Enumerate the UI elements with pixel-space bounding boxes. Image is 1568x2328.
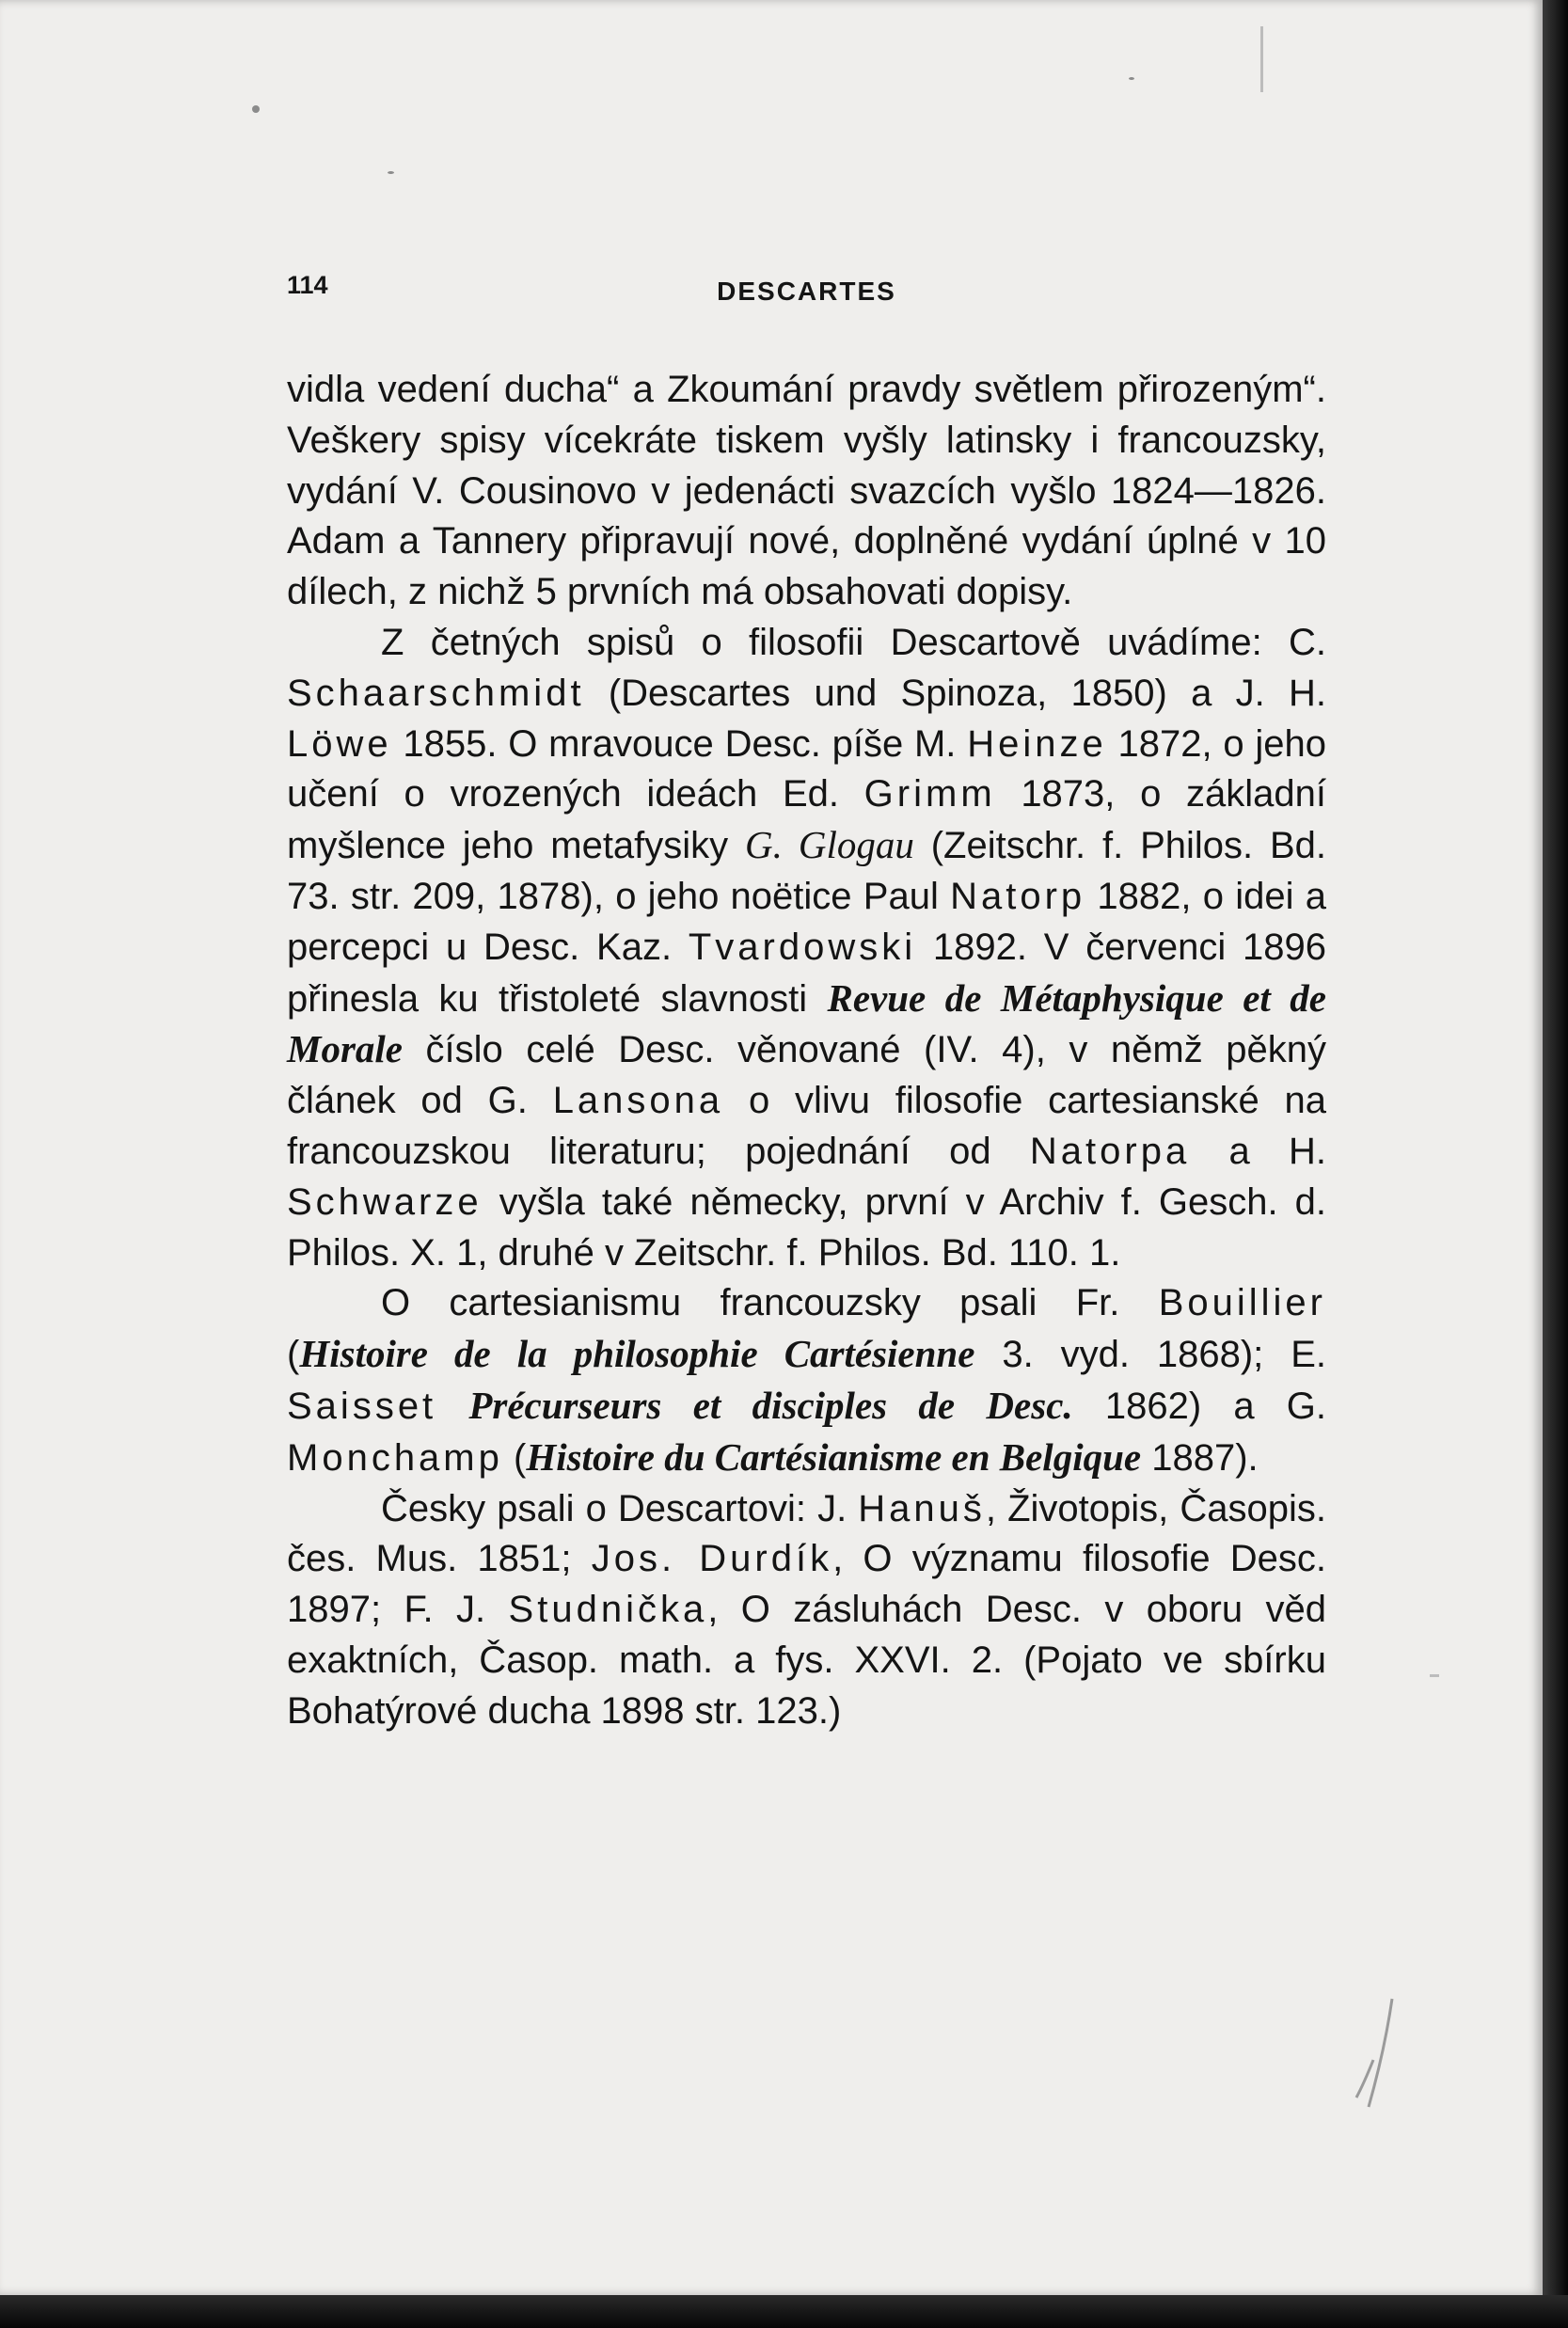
dust-speck xyxy=(388,171,394,174)
paragraph-2 xyxy=(287,618,1326,1278)
text-run: 1855. O mravouce Desc. píše M. xyxy=(391,722,968,765)
spaced-name: Monchamp xyxy=(287,1436,503,1479)
page-edge-right xyxy=(1543,0,1568,2328)
italic-title: Histoire de la philosophie Cartésienne xyxy=(299,1332,975,1376)
text-run: , O zásluhách Desc. v oboru věd exaktních, Časop. math. a fys. XXVI. 2. (Pojato ve sbírku Bohatýrové ducha 1898 str. 123.) xyxy=(287,1589,1326,1732)
text-run: 1892. V červenci 1896 přinesla ku třistoleté slavnosti xyxy=(287,926,1326,1020)
spaced-name: Grimm xyxy=(863,773,996,816)
text-run: vidla vedení ducha“ a Zkoumání pravdy světlem přirozeným“. Veškery spisy vícekráte tiskem vyšly latinsky i francouzsky, vydání V. Cousinovo v jedenácti svazcích vyšlo 1824—1826. Adam a Tannery připravují nové, doplněné vydání úplné v 10 dílech, z nichž 5 prvních má obsahovati dopisy. xyxy=(287,369,1326,613)
spaced-name: Schwarze xyxy=(287,1180,483,1223)
text-run: 1887). xyxy=(1141,1436,1259,1479)
text-run: a H. xyxy=(1190,1130,1326,1172)
text-run: 1873, o základní myšlence jeho metafysiky xyxy=(287,773,1326,867)
pencil-mark xyxy=(1336,1994,1420,2116)
text-body xyxy=(287,365,1326,1737)
page-number: 114 xyxy=(287,271,328,299)
text-run: , Životopis, Časopis. čes. Mus. 1851; xyxy=(287,1487,1326,1580)
spaced-name: Studnička xyxy=(508,1589,708,1631)
text-run: ( xyxy=(502,1436,527,1479)
scan-artifact-line xyxy=(1260,26,1263,92)
text-run: 1872, o jeho učení o vrozených ideách Ed. xyxy=(287,722,1326,816)
spaced-name: Hanuš xyxy=(858,1487,986,1529)
spaced-name: Löwe xyxy=(287,722,392,765)
text-run: O cartesianismu francouzsky psali Fr. xyxy=(381,1282,1159,1324)
text-run: , O významu filosofie Desc. 1897; F. J. xyxy=(287,1538,1327,1631)
text-run: (Descartes und Spinoza, 1850) a J. H. xyxy=(584,672,1326,714)
spaced-name: Lansona xyxy=(552,1080,724,1122)
page-edge-bottom xyxy=(0,2295,1568,2328)
text-run: 1862) a G. xyxy=(1072,1385,1326,1427)
spaced-name: Jos. Durdík xyxy=(591,1538,833,1580)
italic-title: Précurseurs et disciples de Desc. xyxy=(468,1383,1073,1427)
running-title: DESCARTES xyxy=(717,277,896,306)
text-run: 3. vyd. 1868); E. xyxy=(974,1334,1326,1376)
spaced-name: Heinze xyxy=(967,722,1107,765)
spaced-name: Saisset xyxy=(287,1385,437,1427)
text-run xyxy=(436,1386,468,1427)
text-run: číslo celé Desc. věnované (IV. 4), v němž pěkný článek od G. xyxy=(287,1029,1326,1122)
text-run: 1882, o idei a percepci u Desc. Kaz. xyxy=(287,875,1326,968)
spaced-name: Natorp xyxy=(950,875,1086,917)
paragraph-1 xyxy=(287,365,1326,618)
paragraph-4 xyxy=(287,1484,1326,1737)
text-run: (Zeitschr. f. Philos. Bd. 73. str. 209, 1878), o jeho noëtice Paul xyxy=(287,825,1327,917)
text-run: o vlivu filosofie cartesianské na francouzskou literaturu; pojednání od xyxy=(287,1080,1327,1172)
page-header xyxy=(287,271,1326,318)
italic-title: Histoire du Cartésianisme en Belgique xyxy=(526,1434,1142,1479)
dust-speck xyxy=(1129,77,1134,80)
italic-title: Revue de Métaphysique et de Morale xyxy=(287,975,1327,1071)
spaced-name: Natorpa xyxy=(1029,1130,1191,1172)
text-run: Česky psali o Descartovi: J. xyxy=(381,1487,859,1529)
paragraph-3 xyxy=(287,1278,1326,1483)
scan-artifact-line xyxy=(1430,1674,1439,1677)
spaced-name: Tvardowski xyxy=(688,926,917,968)
dust-speck xyxy=(252,105,260,113)
text-run: vyšla také německy, první v Archiv f. Gesch. d. Philos. X. 1, druhé v Zeitschr. f. Philos. Bd. 110. 1. xyxy=(287,1180,1326,1274)
italic-title: G. Glogau xyxy=(745,823,914,867)
spaced-name: Schaarschmidt xyxy=(287,672,585,714)
text-run: Z četných spisů o filosofii Descartově uvádíme: C. xyxy=(381,621,1326,663)
spaced-name: Bouillier xyxy=(1158,1282,1326,1324)
text-run: ( xyxy=(287,1334,300,1376)
